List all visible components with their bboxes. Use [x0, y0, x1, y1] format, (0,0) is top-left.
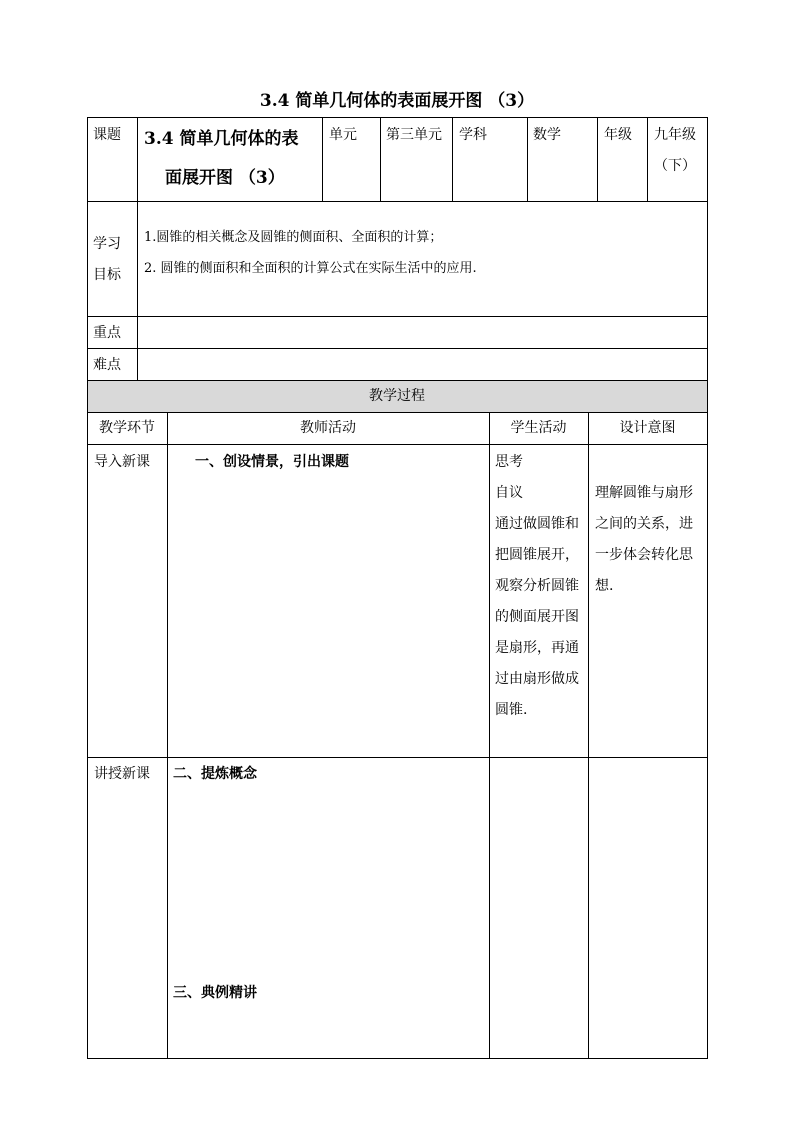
- intent-line: 理解圆锥与扇形: [595, 485, 693, 501]
- intent-line: 一步体会转化思: [595, 547, 693, 563]
- objectives-label-2: 目标: [93, 267, 121, 283]
- key-points-label: 重点: [93, 325, 121, 341]
- topic-value-line2: 面展开图 （3）: [165, 168, 285, 188]
- teacher-heading: 一、创设情景，引出课题: [195, 454, 349, 470]
- table-border: [489, 412, 490, 1058]
- student-activity: [495, 447, 579, 726]
- intent-line: 想.: [595, 578, 614, 594]
- objective-item: 1.圆锥的相关概念及圆锥的侧面积、全面积的计算；: [144, 230, 443, 245]
- topic-value-line1: 3.4 简单几何体的表: [144, 129, 299, 149]
- student-line: 的侧面展开图: [495, 609, 579, 625]
- teacher-heading: 二、提炼概念: [173, 766, 257, 782]
- stage-label: 导入新课: [94, 454, 150, 470]
- column-header-student: 学生活动: [510, 420, 567, 436]
- table-border: [137, 117, 138, 380]
- table-border: [87, 412, 708, 413]
- topic-label: 课题: [93, 127, 121, 143]
- column-header-intent: 设计意图: [619, 420, 676, 436]
- table-border: [452, 117, 453, 201]
- student-line: 过由扇形做成: [495, 671, 579, 687]
- student-line: 观察分析圆锥: [495, 578, 579, 594]
- table-border: [87, 348, 708, 349]
- unit-value: 第三单元: [386, 127, 442, 143]
- objectives-label-1: 学习: [93, 236, 121, 252]
- difficulties-label: 难点: [93, 357, 121, 373]
- table-border: [87, 316, 708, 317]
- student-line: 是扇形，再通: [495, 640, 579, 656]
- table-border: [597, 117, 598, 201]
- unit-label: 单元: [329, 127, 357, 143]
- table-border: [707, 117, 708, 1059]
- column-header-stage: 教学环节: [99, 420, 155, 436]
- table-border: [87, 444, 708, 445]
- intent-line: 之间的关系，进: [595, 516, 693, 532]
- student-line: 通过做圆锥和: [495, 516, 579, 532]
- teacher-heading: 三、典例精讲: [173, 985, 257, 1001]
- objective-item: 2. 圆锥的侧面积和全面积的计算公式在实际生活中的应用.: [144, 261, 477, 276]
- grade-value-line1: 九年级: [654, 127, 696, 143]
- process-header: 教学过程: [369, 388, 425, 404]
- table-border: [647, 117, 648, 201]
- table-border: [87, 757, 708, 758]
- student-line: 思考: [495, 454, 523, 470]
- design-intent: [595, 478, 693, 602]
- stage-label: 讲授新课: [94, 766, 150, 782]
- document-title: 3.4 简单几何体的表面展开图 （3）: [259, 91, 535, 111]
- table-border: [87, 201, 708, 202]
- student-line: 把圆锥展开，: [495, 547, 579, 563]
- table-border: [167, 412, 168, 1058]
- table-border: [322, 117, 323, 201]
- table-border: [380, 117, 381, 201]
- table-border: [87, 117, 708, 118]
- table-border: [87, 117, 88, 1059]
- grade-label: 年级: [604, 127, 632, 143]
- table-border: [527, 117, 528, 201]
- student-line: 圆锥.: [495, 702, 528, 718]
- column-header-teacher: 教师活动: [300, 420, 356, 436]
- table-border: [87, 1058, 708, 1059]
- subject-label: 学科: [459, 127, 487, 143]
- subject-value: 数学: [533, 127, 561, 143]
- grade-value-line2: （下）: [654, 158, 696, 174]
- table-border: [87, 380, 708, 381]
- student-line: 自议: [495, 485, 523, 501]
- table-border: [588, 412, 589, 1058]
